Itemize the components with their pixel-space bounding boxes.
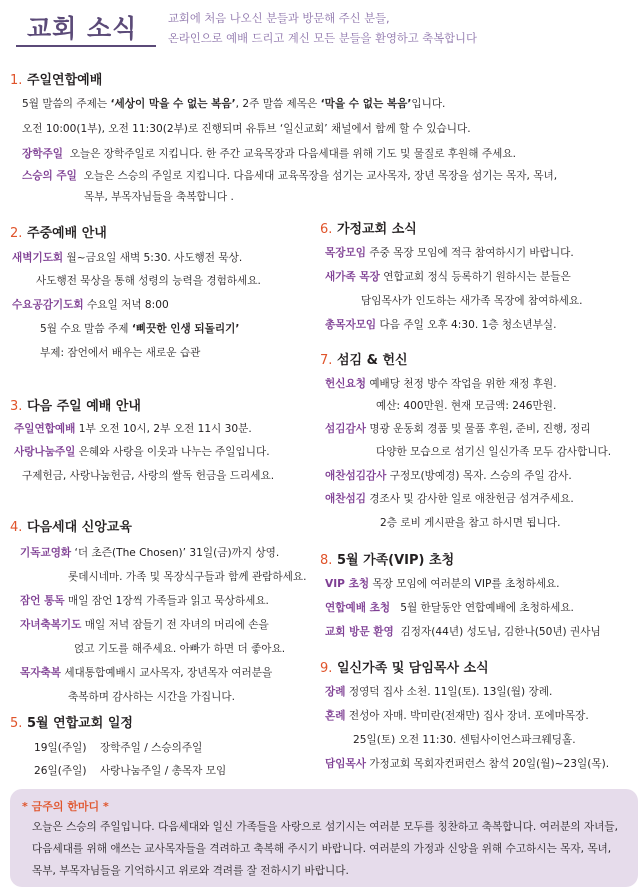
s8-line-3 bbox=[325, 624, 601, 639]
s4-line-3 bbox=[20, 593, 269, 608]
s6-line-3: 담임목사가 인도하는 새가족 목장에 참여하세요. bbox=[361, 295, 583, 307]
item-text: 전성아 자매. 박미란(전재만) 집사 장녀. 포에마목장. bbox=[348, 710, 589, 722]
item-label: 기독교영화 bbox=[20, 547, 72, 559]
item-label: 애찬섬김감사 bbox=[325, 470, 387, 482]
item-text: 김정자(44년) 성도님, 김한나(50년) 권사님 bbox=[400, 626, 601, 638]
weekly-message-box bbox=[10, 789, 638, 887]
item-text: 구정모(방예경) 목자. 스승의 주일 감사. bbox=[389, 470, 572, 482]
section-number: 5. bbox=[10, 716, 23, 731]
section-number: 7. bbox=[320, 353, 333, 368]
item-label: 수요공감기도회 bbox=[12, 299, 84, 311]
s4-line-5: 얹고 기도를 해주세요. 아빠가 하면 더 좋아요. bbox=[74, 643, 286, 655]
item-label: 총목자모임 bbox=[325, 319, 377, 331]
s9-line-3: 25일(토) 오전 11:30. 센텀사이언스파크웨딩홀. bbox=[353, 734, 576, 746]
item-text: 월~금요일 새벽 5:30. 사도행전 묵상. bbox=[66, 252, 243, 264]
s1-line-4 bbox=[22, 168, 557, 183]
section-number: 4. bbox=[10, 520, 23, 535]
section-title: 5월 가족(VIP) 초청 bbox=[336, 553, 455, 568]
text: 입니다. bbox=[411, 98, 446, 110]
page-title: 교회 소식 bbox=[27, 14, 138, 43]
s2-line-5: 부제: 잠언에서 배우는 새로운 습관 bbox=[40, 347, 201, 359]
s1-line-5: 목부, 부목자님들을 축복합니다 . bbox=[84, 191, 234, 203]
section-9-heading bbox=[320, 657, 489, 676]
item-text: 1부 오전 10시, 2부 오전 11시 30분. bbox=[78, 423, 252, 435]
schedule-row bbox=[34, 740, 202, 755]
text: 5월 수요 말씀 주제 bbox=[40, 323, 132, 335]
item-label: 자녀축복기도 bbox=[20, 619, 82, 631]
s1-line-2: 오전 10:00(1부), 오전 11:30(2부)로 진행되며 유튜브 ‘일신교회’ 채널에서 함께 할 수 있습니다. bbox=[22, 123, 471, 135]
s6-line-4 bbox=[325, 317, 556, 332]
item-text: 5월 한달동안 연합예배에 초청하세요. bbox=[400, 602, 574, 614]
s7-line-2: 예산: 400만원. 현재 모금액: 246만원. bbox=[376, 400, 557, 412]
s6-line-1 bbox=[325, 245, 574, 260]
section-title: 일신가족 및 담임목사 소식 bbox=[336, 661, 489, 676]
item-label: 담임목사 bbox=[325, 758, 366, 770]
item-text: 오늘은 장학주일로 지킵니다. 한 주간 교육목장과 다음세대를 위해 기도 및 물질로 후원해 주세요. bbox=[69, 148, 516, 160]
section-5-heading bbox=[10, 712, 133, 731]
s6-line-2 bbox=[325, 269, 571, 284]
schedule-date: 26일(주일) bbox=[34, 765, 87, 777]
item-label: 장례 bbox=[325, 686, 346, 698]
s7-line-1 bbox=[325, 376, 557, 391]
section-title: 주일연합예배 bbox=[26, 73, 103, 88]
text: , 2주 말씀 제목은 bbox=[235, 98, 321, 110]
sermon-title: ‘막을 수 없는 복음’ bbox=[320, 98, 412, 110]
section-title: 다음세대 신앙교육 bbox=[26, 520, 132, 535]
section-number: 1. bbox=[10, 73, 23, 88]
item-text: 예배당 천정 방수 작업을 위한 재정 후원. bbox=[369, 378, 557, 390]
title-underline bbox=[16, 45, 156, 47]
s1-line-3 bbox=[22, 146, 516, 161]
section-number: 9. bbox=[320, 661, 333, 676]
item-label: 잠언 통독 bbox=[20, 595, 65, 607]
schedule-text: 사랑나눔주일 / 총목자 모임 bbox=[99, 765, 227, 777]
section-number: 2. bbox=[10, 226, 23, 241]
section-3-heading bbox=[10, 395, 141, 414]
s3-line-2 bbox=[14, 444, 270, 459]
intro-line-2: 온라인으로 예배 드리고 계신 모든 분들을 환영하고 축복합니다 bbox=[168, 32, 477, 45]
s4-line-2: 롯데시네마. 가족 및 목장식구들과 함께 관람하세요. bbox=[68, 571, 307, 583]
item-label: 연합예배 초청 bbox=[325, 602, 391, 614]
section-1-heading bbox=[10, 69, 102, 88]
s9-line-2 bbox=[325, 708, 589, 723]
s2-line-2: 사도행전 묵상을 통해 성령의 능력을 경험하세요. bbox=[36, 275, 261, 287]
item-label: 애찬섬김 bbox=[325, 493, 366, 505]
text: 5월 말씀의 주제는 bbox=[22, 98, 111, 110]
section-8-heading bbox=[320, 549, 454, 568]
s4-line-7: 축복하며 감사하는 시간을 가집니다. bbox=[68, 691, 235, 703]
item-text: 오늘은 스승의 주일로 지킵니다. 다음세대 교육목장을 섬기는 교사목자, 장년 목장을 섬기는 목자, 목녀, bbox=[83, 170, 558, 182]
s7-line-4: 다양한 모습으로 섬기신 일신가족 모두 감사합니다. bbox=[376, 446, 612, 458]
item-text: 연합교회 정식 등록하기 원하시는 분들은 bbox=[383, 271, 571, 283]
section-title: 가정교회 소식 bbox=[336, 222, 417, 237]
item-label: 스승의 주일 bbox=[22, 170, 77, 182]
item-label: 목장모임 bbox=[325, 247, 366, 259]
section-number: 6. bbox=[320, 222, 333, 237]
item-label: VIP 초청 bbox=[325, 578, 370, 590]
item-label: 사랑나눔주일 bbox=[14, 446, 76, 458]
s9-line-4 bbox=[325, 756, 609, 771]
s2-line-3 bbox=[12, 297, 169, 312]
weekly-message-title: * 금주의 한마디 * bbox=[22, 800, 109, 813]
item-text: 다음 주일 오후 4:30. 1층 청소년부실. bbox=[379, 319, 557, 331]
s3-line-3: 구제헌금, 사랑나눔헌금, 사랑의 쌀독 헌금을 드리세요. bbox=[22, 470, 275, 482]
section-2-heading bbox=[10, 222, 107, 241]
item-text: 정영덕 집사 소천. 11일(토). 13일(월) 장례. bbox=[348, 686, 553, 698]
item-label: 혼례 bbox=[325, 710, 346, 722]
s4-line-1 bbox=[20, 545, 279, 560]
schedule-row bbox=[34, 763, 226, 778]
item-text: 매일 저녁 잠들기 전 자녀의 머리에 손을 bbox=[84, 619, 269, 631]
s7-line-5 bbox=[325, 468, 572, 483]
section-title: 다음 주일 예배 안내 bbox=[26, 399, 141, 414]
sermon-theme: ‘세상이 막을 수 없는 복음’ bbox=[110, 98, 236, 110]
item-text: 가정교회 목회자컨퍼런스 참석 20일(월)~23일(목). bbox=[369, 758, 610, 770]
item-label: 주일연합예배 bbox=[14, 423, 76, 435]
item-text: 수요일 저녁 8:00 bbox=[87, 299, 169, 311]
item-text: 매일 잠언 1장씩 가족들과 읽고 묵상하세요. bbox=[68, 595, 269, 607]
s7-line-7: 2층 로비 게시판을 참고 하시면 됩니다. bbox=[380, 517, 561, 529]
s8-line-1 bbox=[325, 576, 560, 591]
section-title: 5월 연합교회 일정 bbox=[26, 716, 133, 731]
section-title: 섬김 & 헌신 bbox=[336, 353, 408, 368]
item-text: 주중 목장 모임에 적극 참여하시기 바랍니다. bbox=[369, 247, 574, 259]
weekly-message-text: 오늘은 스승의 주일입니다. 다음세대와 일신 가족들을 사랑으로 섬기시는 여러분 모두를 칭찬하고 축복합니다. 여러분의 자녀들, 다음세대를 위해 애쓰는 교사목자들을 격려하고 축복해 주시기 바랍니다. 여러분의 가정과 신앙을 위해 수고하시는 목자, 목녀, 목부, 부목자님들을 기억하시고 위로와 격려를 잘 전하시기 바랍니다. bbox=[32, 821, 619, 877]
item-label: 목자축복 bbox=[20, 667, 61, 679]
s9-line-1 bbox=[325, 684, 552, 699]
item-label: 장학주일 bbox=[22, 148, 63, 160]
item-label: 새가족 목장 bbox=[325, 271, 380, 283]
item-text: 명광 운동회 경품 및 물품 후원, 준비, 진행, 정리 bbox=[369, 423, 591, 435]
item-text: 목장 모임에 여러분의 VIP를 초청하세요. bbox=[372, 578, 560, 590]
s4-line-6 bbox=[20, 665, 272, 680]
schedule-date: 19일(주일) bbox=[34, 742, 87, 754]
s3-line-1 bbox=[14, 421, 252, 436]
intro-line-1: 교회에 처음 나오신 분들과 방문해 주신 분들, bbox=[168, 12, 390, 25]
section-6-heading bbox=[320, 218, 417, 237]
wednesday-theme: ‘삐끗한 인생 되돌리기’ bbox=[131, 323, 240, 335]
section-7-heading bbox=[320, 349, 408, 368]
item-label: 새벽기도회 bbox=[12, 252, 64, 264]
s7-line-6 bbox=[325, 491, 574, 506]
s4-line-4 bbox=[20, 617, 269, 632]
section-title: 주중예배 안내 bbox=[26, 226, 107, 241]
section-4-heading bbox=[10, 516, 132, 535]
item-label: 교회 방문 환영 bbox=[325, 626, 394, 638]
item-text: 경조사 및 감사한 일로 애찬헌금 섬겨주세요. bbox=[369, 493, 574, 505]
item-text: 세대통합예배시 교사목자, 장년목자 여러분을 bbox=[64, 667, 273, 679]
s1-line-1 bbox=[22, 96, 445, 111]
item-label: 헌신요청 bbox=[325, 378, 366, 390]
s2-line-1 bbox=[12, 250, 242, 265]
s8-line-2 bbox=[325, 600, 574, 615]
s2-line-4 bbox=[40, 321, 239, 336]
section-number: 3. bbox=[10, 399, 23, 414]
item-label: 섬김감사 bbox=[325, 423, 366, 435]
s7-line-3 bbox=[325, 421, 591, 436]
section-number: 8. bbox=[320, 553, 333, 568]
schedule-text: 장학주일 / 스승의주일 bbox=[99, 742, 203, 754]
item-text: 은혜와 사랑을 이웃과 나누는 주일입니다. bbox=[78, 446, 270, 458]
item-text: ‘더 초즌(The Chosen)’ 31일(금)까지 상영. bbox=[74, 547, 280, 559]
